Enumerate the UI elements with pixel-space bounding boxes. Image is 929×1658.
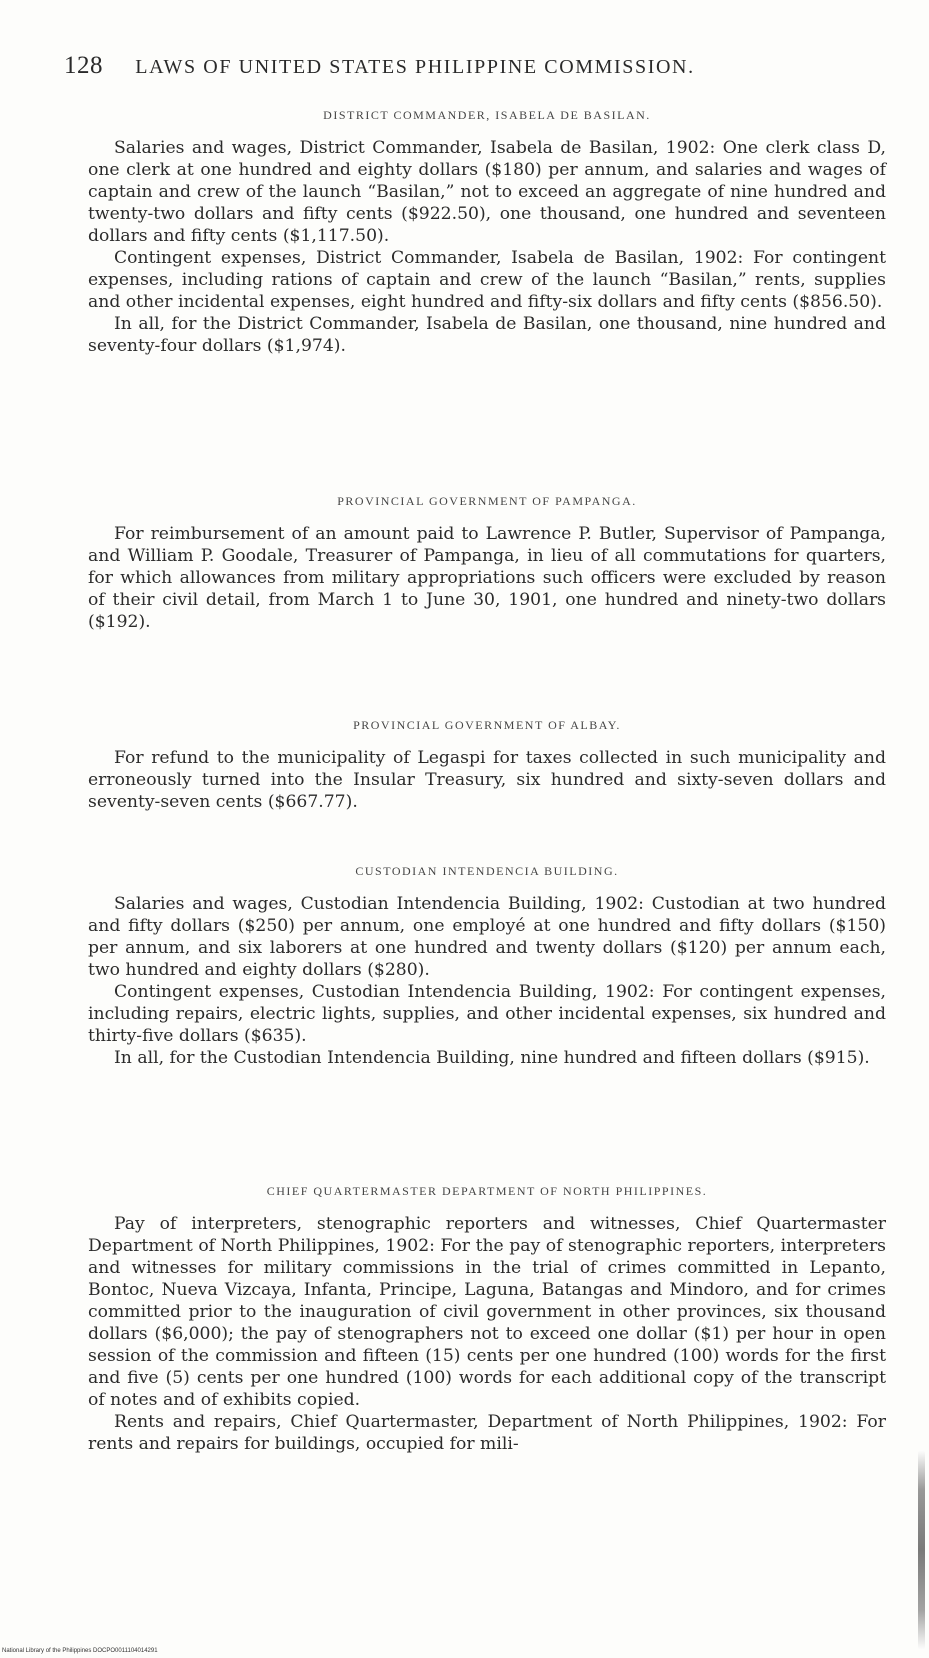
section-albay [88, 718, 886, 813]
section-heading: CHIEF QUARTERMASTER DEPARTMENT OF NORTH PHILIPPINES. [266, 1184, 708, 1198]
library-stamp: National Library of the Philippines DOCPO0011104014291 [2, 1648, 158, 1654]
section-chief-quartermaster [88, 1184, 886, 1455]
paragraph: Contingent expenses, District Commander, Isabela de Basilan, 1902: For contingent expenses, including rations of captain and crew of the launch “Basilan,” rents, supplies and other incidental expenses, eight hundred and fifty-six dollars and fifty cents ($856.50). [88, 248, 886, 312]
section-pampanga [88, 494, 886, 633]
paragraph: For reimbursement of an amount paid to Lawrence P. Butler, Supervisor of Pampanga, and William P. Goodale, Treasurer of Pampanga, in lieu of all commutations for quarters, for which allowances from military appropriations such officers were excluded by reason of their civil detail, from March 1 to June 30, 1901, one hundred and ninety-two dollars ($192). [88, 524, 886, 632]
paragraph: In all, for the District Commander, Isabela de Basilan, one thousand, nine hundred and seventy-four dollars ($1,974). [88, 314, 886, 356]
paragraph: Salaries and wages, District Commander, Isabela de Basilan, 1902: One clerk class D, one clerk at one hundred and eighty dollars ($180) per annum, and salaries and wages of captain and crew of the launch “Basilan,” not to exceed an aggregate of nine hundred and twenty-two dollars and fifty cents ($922.50), one thousand, one hundred and seventeen dollars and fifty cents ($1,117.50). [88, 138, 886, 246]
section-heading: PROVINCIAL GOVERNMENT OF ALBAY. [353, 718, 621, 732]
paragraph: In all, for the Custodian Intendencia Building, nine hundred and fifteen dollars ($915). [114, 1048, 870, 1068]
page-header [64, 52, 854, 80]
section-heading: CUSTODIAN INTENDENCIA BUILDING. [355, 864, 619, 878]
page-number: 128 [64, 52, 103, 79]
paragraph: Rents and repairs, Chief Quartermaster, Department of North Philippines, 1902: For rents and repairs for buildings, occupied for mili- [88, 1412, 886, 1454]
section-heading: DISTRICT COMMANDER, ISABELA DE BASILAN. [323, 108, 651, 122]
page-edge-shadow [918, 1450, 925, 1650]
paragraph: Salaries and wages, Custodian Intendencia Building, 1902: Custodian at two hundred and fifty dollars ($250) per annum, one employé at one hundred and fifty dollars ($150) per annum, and six laborers at one hundred and twenty dollars ($120) per annum each, two hundred and eighty dollars ($280). [88, 894, 886, 980]
section-heading: PROVINCIAL GOVERNMENT OF PAMPANGA. [337, 494, 637, 508]
running-title: LAWS OF UNITED STATES PHILIPPINE COMMISSION. [135, 56, 695, 78]
section-custodian-intendencia [88, 864, 886, 1069]
paragraph: Contingent expenses, Custodian Intendencia Building, 1902: For contingent expenses, including repairs, electric lights, supplies, and other incidental expenses, six hundred and thirty-five dollars ($635). [88, 982, 886, 1046]
paragraph: For refund to the municipality of Legaspi for taxes collected in such municipality and erroneously turned into the Insular Treasury, six hundred and sixty-seven dollars and seventy-seven cents ($667.77). [88, 748, 886, 812]
paragraph: Pay of interpreters, stenographic reporters and witnesses, Chief Quartermaster Department of North Philippines, 1902: For the pay of stenographic reporters, interpreters and witnesses for military commissions in the trial of crimes committed in Lepanto, Bontoc, Nueva Vizcaya, Infanta, Principe, Laguna, Batangas and Mindoro, and for crimes committed prior to the inauguration of civil government in other provinces, six thousand dollars ($6,000); the pay of stenographers not to exceed one dollar ($1) per hour in open session of the commission and fifteen (15) cents per one hundred (100) words for the first and five (5) cents per one hundred (100) words for each additional copy of the transcript of notes and of exhibits copied. [88, 1214, 886, 1410]
section-district-commander [88, 108, 886, 357]
